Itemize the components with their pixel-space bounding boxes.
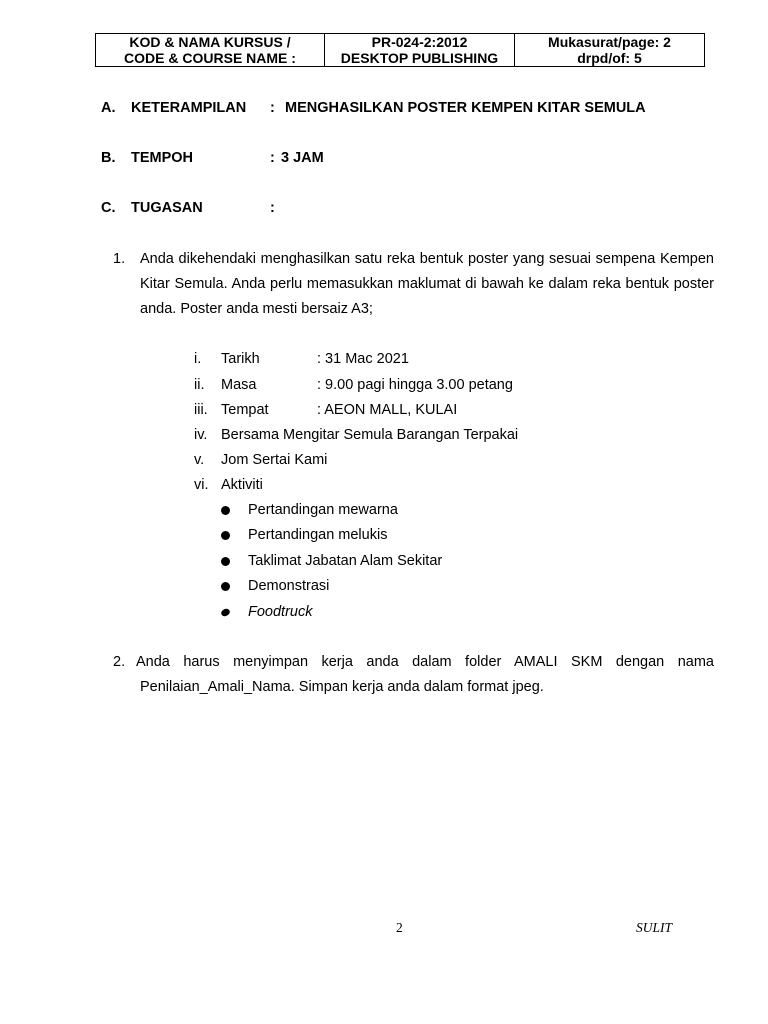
- section-b-value: 3 JAM: [281, 150, 324, 166]
- list-item-number: iii.: [194, 402, 208, 418]
- course-code-cell: [325, 34, 515, 66]
- task-2-number: 2.: [113, 654, 126, 670]
- page-number: 2: [396, 920, 403, 935]
- activity-label: Pertandingan melukis: [248, 527, 388, 543]
- section-a-value: MENGHASILKAN POSTER KEMPEN KITAR SEMULA: [285, 100, 646, 116]
- list-item-key: Tempat: [221, 402, 269, 418]
- task-1-number: 1.: [113, 251, 126, 267]
- list-item: [194, 475, 694, 495]
- list-item-number: i.: [194, 351, 202, 367]
- document-header-table: [95, 33, 705, 67]
- bullet-icon: [220, 607, 231, 617]
- section-a: [101, 100, 701, 120]
- classification-label: SULIT: [636, 920, 673, 935]
- activity-label: Demonstrasi: [248, 578, 330, 594]
- section-b: [101, 150, 701, 170]
- list-item-number: vi.: [194, 477, 209, 493]
- list-item-value: : 9.00 pagi hingga 3.00 petang: [317, 377, 513, 393]
- section-c-label: TUGASAN: [131, 200, 203, 216]
- section-b-letter: B.: [101, 150, 116, 166]
- bullet-icon: [221, 582, 230, 591]
- section-c-letter: C.: [101, 200, 116, 216]
- list-item-key: Jom Sertai Kami: [221, 452, 328, 468]
- list-item-key: Bersama Mengitar Semula Barangan Terpakai: [221, 427, 519, 443]
- section-a-colon: :: [270, 100, 275, 116]
- course-code: PR-024-2:2012: [371, 34, 468, 50]
- list-item: [194, 425, 694, 445]
- bullet-icon: [221, 506, 230, 515]
- list-item-key: Masa: [221, 377, 257, 393]
- course-label-english: CODE & COURSE NAME :: [124, 50, 296, 66]
- bullet-icon: [221, 557, 230, 566]
- activity-item: [221, 602, 621, 622]
- page-of-label: drpd/of: 5: [577, 50, 642, 66]
- page-info-cell: [515, 34, 704, 66]
- section-c: [101, 200, 701, 220]
- course-name: DESKTOP PUBLISHING: [340, 50, 499, 66]
- section-c-colon: :: [270, 200, 275, 216]
- activity-label: Taklimat Jabatan Alam Sekitar: [248, 553, 443, 569]
- activity-item: [221, 551, 621, 571]
- list-item-key: Tarikh: [221, 351, 260, 367]
- activity-item: [221, 500, 621, 520]
- activity-item: [221, 576, 621, 596]
- course-label-cell: [96, 34, 325, 66]
- list-item-number: ii.: [194, 377, 205, 393]
- list-item: [194, 450, 694, 470]
- list-item: [194, 349, 694, 369]
- list-item-value: : 31 Mac 2021: [317, 351, 409, 367]
- list-item: [194, 375, 694, 395]
- course-label-malay: KOD & NAMA KURSUS /: [129, 34, 291, 50]
- list-item: [194, 400, 694, 420]
- activity-label: Pertandingan mewarna: [248, 502, 398, 518]
- task-2-line-2: Penilaian_Amali_Nama. Simpan kerja anda dalam format jpeg.: [140, 679, 544, 695]
- list-item-value: : AEON MALL, KULAI: [317, 402, 458, 418]
- task-2-line-1: Anda harus menyimpan kerja anda dalam folder AMALI SKM dengan nama: [136, 654, 714, 670]
- section-b-colon: :: [270, 150, 275, 166]
- bullet-icon: [221, 531, 230, 540]
- activity-label: Foodtruck: [248, 604, 313, 620]
- list-item-number: v.: [194, 452, 205, 468]
- activity-item: [221, 525, 621, 545]
- list-item-number: iv.: [194, 427, 208, 443]
- list-item-key: Aktiviti: [221, 477, 263, 493]
- section-a-letter: A.: [101, 100, 116, 116]
- section-b-label: TEMPOH: [131, 150, 194, 166]
- task-1-paragraph: Anda dikehendaki menghasilkan satu reka bentuk poster yang sesuai sempena Kempen Kitar Semula. Anda perlu memasukkan maklumat di bawah ke dalam reka bentuk poster anda. Poster anda mesti bersaiz A3;: [140, 251, 714, 317]
- page-label: Mukasurat/page: 2: [548, 34, 671, 50]
- section-a-label: KETERAMPILAN: [131, 100, 247, 116]
